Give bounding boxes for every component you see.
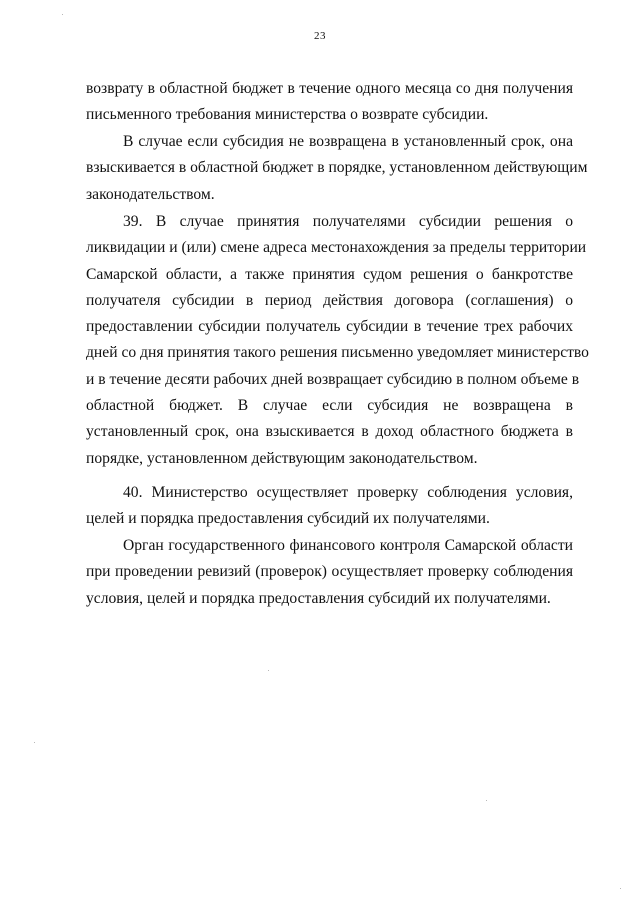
text-line: целей и порядка предоставления субсидий их получателями.	[86, 510, 490, 528]
scan-speck	[268, 670, 269, 671]
text-line: и в течение десяти рабочих дней возвращает субсидию в полном объеме в	[86, 370, 580, 388]
paragraph-unreturned-subsidy	[86, 129, 588, 208]
text-line: при проведении ревизий (проверок) осуществляет проверку соблюдения	[86, 563, 573, 581]
text-line: 39. В случае принятия получателями субсидии решения о	[123, 213, 573, 230]
text-line: 40. Министерство осуществляет проверку соблюдения условия,	[123, 484, 573, 501]
scan-speck	[486, 800, 487, 801]
paragraph-item-40	[86, 480, 573, 533]
scan-speck	[620, 888, 621, 889]
text-line: дней со дня принятия такого решения письменно уведомляет министерство	[86, 344, 589, 362]
text-line: письменного требования министерства о возврате субсидии.	[86, 106, 489, 124]
text-line: Самарской области, а также принятия судом решения о банкротстве	[86, 265, 573, 283]
text-line: порядке, установленном действующим законодательством.	[86, 449, 478, 467]
text-line: законодательством.	[86, 185, 215, 203]
scan-speck	[34, 742, 35, 743]
text-line: взыскивается в областной бюджет в порядке, установленном действующим	[86, 159, 588, 177]
paragraph-continuation	[86, 76, 573, 129]
text-line: В случае если субсидия не возвращена в установленный срок, она	[123, 133, 573, 150]
text-line: предоставлении субсидии получатель субсидии в течение трех рабочих	[86, 318, 573, 336]
text-line: установленный срок, она взыскивается в доход областного бюджета в	[86, 423, 573, 441]
scan-speck	[62, 14, 63, 15]
page-number: 23	[314, 30, 326, 42]
text-line: областной бюджет. В случае если субсидия не возвращена в	[86, 397, 573, 415]
text-line: возврату в областной бюджет в течение одного месяца со дня получения	[86, 80, 573, 97]
text-line: ликвидации и (или) смене адреса местонахождения за пределы территории	[86, 239, 587, 257]
text-line: Орган государственного финансового контроля Самарской области	[123, 537, 573, 554]
paragraph-item-39	[86, 209, 589, 472]
text-line: условия, целей и порядка предоставления субсидий их получателями.	[86, 589, 551, 607]
paragraph-financial-control	[86, 533, 573, 612]
text-line: получателя субсидии в период действия договора (соглашения) о	[86, 291, 573, 309]
